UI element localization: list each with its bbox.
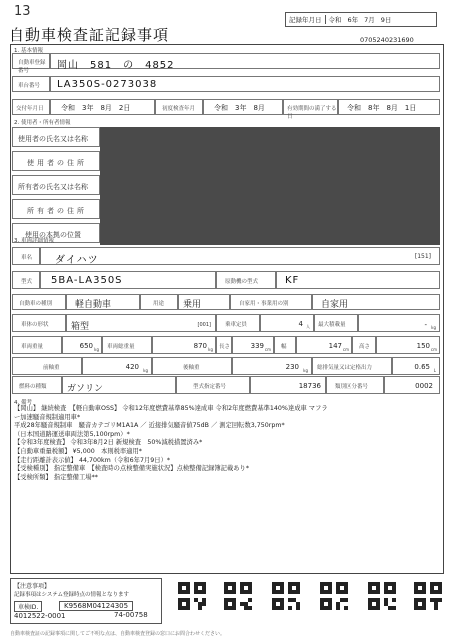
capacity-unit: 人: [306, 324, 310, 329]
remark-line: 【令和3年度検査】 令和3年8月2日 新規検査 50%減税措置済み*: [14, 439, 203, 447]
handwritten-number: 13: [14, 4, 31, 19]
max-load-label-cell: [314, 314, 358, 332]
displacement-label-cell: [312, 357, 392, 375]
owner-row-label: 使用者の住所: [27, 159, 87, 167]
height-label: 高さ: [359, 344, 371, 350]
qr-code-icon: [368, 582, 396, 610]
gross-label-cell: [102, 336, 152, 354]
capacity-label-cell: [216, 314, 260, 332]
first-reg-label-cell: [155, 99, 203, 115]
rear-axle-unit: kg: [303, 368, 308, 373]
reg-no-label: 自動車登録番号: [18, 60, 46, 74]
width-cell: [296, 336, 352, 354]
length-value: 339: [250, 342, 264, 350]
reg-no-cell: [50, 53, 440, 69]
section1-label: 1. 基本情報: [14, 48, 43, 54]
max-load-unit: kg: [431, 325, 436, 330]
class-label-cell: [326, 376, 384, 394]
length-unit: cm: [264, 347, 271, 352]
card-id-label: 車検ID.: [14, 601, 42, 612]
front-axle-cell: [82, 357, 152, 375]
use-value: 乗用: [183, 300, 202, 310]
chassis-label: 車台番号: [18, 83, 41, 89]
card-id-value: K9568M04124305: [59, 601, 133, 611]
fuel-label: 燃料の種類: [19, 384, 47, 390]
length-cell: [232, 336, 274, 354]
type-no-label-cell: [176, 376, 250, 394]
expiry-val: 令和 8年 8月 1日: [347, 104, 417, 112]
width-value: 147: [328, 342, 342, 350]
qr-code-icon: [320, 582, 348, 610]
engine-cell: [276, 271, 440, 289]
type-cell: [66, 294, 140, 310]
first-reg-val: 令和 3年 8月: [214, 104, 265, 112]
remark-line: 平成28年騒音規制車 騒音カテゴリM1A1A ／ 近接排気騒音値75dB ／ 測定回転数3,750rpm*: [14, 422, 285, 430]
maker-code: [151]: [414, 253, 431, 260]
issue-date-year: 6年: [347, 16, 359, 24]
doc-number: 0705240231690: [360, 36, 414, 44]
issue-date-day: 9日: [380, 16, 392, 24]
remarks-block: [14, 405, 442, 482]
rear-axle-value: 230: [285, 363, 299, 371]
front-axle-label-cell: [12, 357, 82, 375]
notes-label: 【注意事項】: [14, 583, 51, 590]
class-cell: [384, 376, 440, 394]
chassis-label-cell: [12, 76, 50, 92]
maker-cell: [40, 247, 440, 265]
class-label: 類別区分番号: [335, 384, 369, 390]
rear-axle-label-cell: [152, 357, 232, 375]
gross-label: 車両総重量: [107, 344, 135, 350]
reg-no-label-cell: [12, 53, 50, 74]
height-cell: [376, 336, 440, 354]
issue-val: 令和 3年 8月 2日: [61, 104, 131, 112]
first-reg-label: 初度検査年月: [162, 106, 196, 112]
front-axle-unit: kg: [143, 368, 148, 373]
displacement-label: 総排気量又は定格出力: [317, 365, 373, 371]
rear-axle-cell: [232, 357, 312, 375]
issue-label-cell: [12, 99, 50, 115]
capacity-label: 乗車定員: [225, 322, 248, 328]
body-label: 車体の形状: [21, 322, 49, 328]
max-load-cell: [358, 314, 440, 332]
gross-unit: kg: [208, 347, 213, 352]
height-label-cell: [352, 336, 376, 354]
fuel-label-cell: [12, 376, 62, 394]
qr-code-icon: [414, 582, 442, 610]
remark-line: 【走行距離計表示値】 44,700km（令和6年7月9日）*: [14, 456, 171, 464]
type-no-cell: [250, 376, 326, 394]
issue-date-label: 記録年月日: [286, 15, 326, 24]
front-axle-value: 420: [125, 363, 139, 371]
owner-row-0: [12, 127, 100, 147]
section2-label: 2. 使用者・所有者情報: [14, 120, 71, 126]
displacement-unit: L: [433, 368, 436, 373]
max-load-label: 最大積載量: [318, 322, 346, 328]
type-no-value: 18736: [298, 382, 321, 390]
height-value: 150: [416, 342, 430, 350]
owner-row-label: 所有者の氏名又は名称: [18, 183, 88, 191]
notes-text: 記録事項はシステム登録時点の情報となります: [14, 592, 129, 598]
gross-cell: [152, 336, 216, 354]
displacement-value: 0.65: [414, 363, 430, 371]
remark-line: （日本国道路運送車両法第5,100rpm）*: [14, 430, 130, 438]
engine-label: 原動機の型式: [225, 279, 259, 285]
bottom-left-code: 4012522-0001: [14, 612, 66, 620]
chassis-cell: [50, 76, 440, 92]
maker-label-cell: [12, 247, 40, 265]
expiry-label-cell: [283, 99, 338, 120]
type-label-cell: [12, 294, 66, 310]
page-title: 自動車検査証記録事項: [9, 26, 170, 44]
body-value: 箱型: [71, 322, 90, 332]
chassis-value: LA350S-0273038: [57, 79, 158, 90]
remark-line: 【自動車重量税額】 ¥5,000 本則税率適用*: [14, 447, 142, 455]
length-label: 長さ: [219, 344, 231, 350]
maker-label: 車名: [21, 255, 33, 261]
business-label: 自家用・事業用の別: [239, 301, 289, 307]
body-code: [001]: [197, 322, 211, 328]
model-cell: [40, 271, 216, 289]
width-unit: cm: [342, 347, 349, 352]
expiry-label: 有効期間の満了する日: [287, 106, 337, 120]
body-cell: [66, 314, 216, 332]
displacement-cell: [392, 357, 440, 375]
weight-unit: kg: [94, 347, 99, 352]
fuel-cell: [62, 376, 176, 394]
max-load-value: -: [424, 321, 427, 329]
width-label: 幅: [281, 344, 287, 350]
capacity-cell: [260, 314, 314, 332]
model-label: 型式: [21, 279, 33, 285]
footer-text: 自動車検査証の記録事項に関してご不明な点は、自動車検査登録の窓口にお問合わせください。: [10, 631, 226, 637]
owner-row-label: 使用者の氏名又は名称: [18, 135, 88, 143]
weight-label-cell: [12, 336, 62, 354]
engine-label-cell: [216, 271, 276, 289]
qr-code-icon: [178, 582, 206, 610]
owner-row-1: [12, 151, 100, 171]
business-label-cell: [230, 294, 312, 310]
gross-value: 870: [193, 342, 207, 350]
height-unit: cm: [430, 347, 437, 352]
type-value: 軽自動車: [75, 300, 112, 310]
expiry-cell: [338, 99, 440, 115]
qr-code-icon: [272, 582, 300, 610]
fuel-value: ガソリン: [67, 384, 104, 394]
weight-cell: [62, 336, 102, 354]
weight-label: 車両重量: [21, 344, 44, 350]
redacted-owner-info: [100, 127, 440, 245]
bottom-right-code: 74-00758: [114, 611, 148, 619]
owner-row-2: [12, 175, 100, 195]
use-cell: [178, 294, 230, 310]
business-value: 自家用: [321, 300, 349, 310]
first-reg-cell: [203, 99, 283, 115]
rear-axle-label: 後軸重: [183, 365, 200, 371]
maker-value: ダイハツ: [55, 255, 99, 266]
body-label-cell: [12, 314, 66, 332]
length-label-cell: [216, 336, 232, 354]
model-label-cell: [12, 271, 40, 289]
section4-label: 4. 備考: [14, 400, 32, 406]
use-label: 用途: [153, 301, 165, 307]
issue-date-box: [285, 12, 437, 27]
owner-row-3: [12, 199, 100, 219]
remark-line: ー加速騒音規制適用車*: [14, 413, 81, 421]
issue-date-month: 7月: [364, 16, 375, 24]
remark-line: 【受検所類】 指定整備工場**: [14, 473, 98, 481]
type-no-label: 型式指定番号: [193, 384, 227, 390]
capacity-value: 4: [298, 320, 303, 328]
type-label: 自動車の種別: [19, 301, 53, 307]
section3-label: 3. 車両詳細情報: [14, 238, 54, 244]
issue-date-era: 令和: [328, 16, 342, 24]
owner-row-label: 所有者の住所: [27, 207, 87, 215]
use-label-cell: [140, 294, 178, 310]
qr-code-icon: [224, 582, 252, 610]
width-label-cell: [274, 336, 296, 354]
issue-label: 交付年月日: [16, 106, 44, 112]
front-axle-label: 前軸重: [43, 365, 60, 371]
remark-line: 【岡山】 継続検査 【軽自動車OSS】 令和12年度燃費基準85%達成車 令和2年度燃費基準140%達成車 マフラ: [14, 405, 328, 412]
owner-row-label: 使用の本拠の位置: [25, 231, 81, 239]
class-value: 0002: [415, 382, 433, 390]
weight-value: 650: [79, 342, 93, 350]
engine-value: KF: [285, 275, 300, 286]
business-cell: [312, 294, 440, 310]
remark-line: 【受検種別】 指定整備車 【検査時の点検整備実施状況】点検整備記録簿記載あり*: [14, 465, 249, 473]
model-value: 5BA-LA350S: [51, 275, 123, 286]
issue-val-cell: [50, 99, 155, 115]
reg-no-value: 岡山 581 の 4852: [57, 60, 175, 71]
